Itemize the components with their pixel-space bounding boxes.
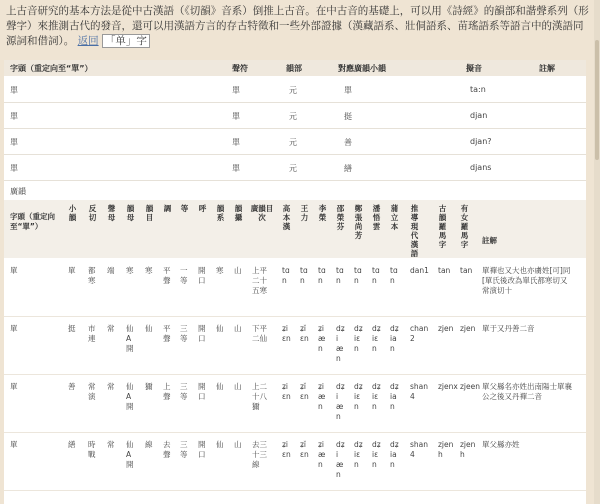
t2-col-modern: 推導現代漢語 xyxy=(410,204,419,258)
t1-col-head: 字頭（重定向至“單”） xyxy=(10,64,93,73)
table-row xyxy=(4,318,586,375)
t1-cell: djan xyxy=(470,111,488,120)
t2-cell: ʑiɛn xyxy=(282,440,291,459)
t1-cell: 單 xyxy=(10,164,18,173)
t2-col-she: 韻攝 xyxy=(234,204,243,222)
t2-cell: ʑiæn xyxy=(318,440,326,469)
t2-cell: zjenx xyxy=(438,382,458,391)
t1-cell: 元 xyxy=(289,164,297,173)
t2-cell: 寒 xyxy=(145,266,153,275)
t2-cell: 單 xyxy=(10,382,18,391)
t2-cell: chan2 xyxy=(410,324,429,343)
t1-cell: 元 xyxy=(289,86,297,95)
t2-cell: 時戰 xyxy=(88,440,96,459)
back-link[interactable]: 返回 xyxy=(77,35,99,47)
t1-cell: 元 xyxy=(289,112,297,121)
table-row xyxy=(4,260,586,317)
t1-col-gy: 對應廣韻小韻 xyxy=(338,64,386,73)
t1-cell: 單 xyxy=(344,86,352,95)
t2-col-fanqie: 反切 xyxy=(88,204,97,222)
t1-col-recon: 擬音 xyxy=(466,64,482,73)
table-caption: 廣韻 xyxy=(10,187,26,196)
t2-cell: ʑĭɛn xyxy=(300,382,309,401)
t2-cell: zjenh xyxy=(460,440,476,459)
t2-cell: 去聲 xyxy=(163,440,171,459)
t2-cell: 一等 xyxy=(180,266,188,285)
t2-cell: dʑian xyxy=(390,382,399,411)
t2-col-final: 韻母 xyxy=(126,204,135,222)
t2-col-lirong: 李榮 xyxy=(318,204,327,222)
t2-col-pulleyblank: 蒲立本 xyxy=(390,204,399,231)
t2-cell: 仙 xyxy=(145,324,153,333)
t2-col-karlgren: 高本漢 xyxy=(282,204,291,231)
t2-cell: 單 xyxy=(10,266,18,275)
t2-cell: 山 xyxy=(234,382,242,391)
table-row xyxy=(4,434,586,491)
t2-cell: shan4 xyxy=(410,440,429,459)
t2-cell: 開口 xyxy=(198,266,206,285)
t2-col-unt: 有女羅馬字 xyxy=(460,204,469,249)
t1-cell: djan? xyxy=(470,137,492,146)
t2-cell: zjeen xyxy=(460,382,481,391)
t2-cell: dʑian xyxy=(390,324,399,353)
t1-cell: 單 xyxy=(232,164,240,173)
t2-col-rhyme: 韻目 xyxy=(145,204,154,222)
t2-col-wangli: 王力 xyxy=(300,204,309,222)
t2-cell: tɑn xyxy=(336,266,344,285)
t1-col-rhyme: 韻部 xyxy=(286,64,302,73)
t2-cell: 仙 xyxy=(216,324,224,333)
t2-cell: 獮 xyxy=(145,382,153,391)
t2-cell: 單禪也又大也亦虜姓[可]同[單氏後改為單氏都寒切又常演切十 xyxy=(482,266,571,295)
t2-cell: 三等 xyxy=(180,382,188,401)
scrollbar-thumb[interactable] xyxy=(595,40,599,160)
t2-cell: 寒 xyxy=(126,266,134,275)
t2-col-initial: 聲母 xyxy=(107,204,116,222)
intro-text: 上古音研究的基本方法是從中古漢語（《切韻》音系）倒推上古音。在中古音的基礎上，可以用《詩經》的韻部和諧聲系列（形聲字）來推測古代的發音，還可以用漢語方言的存古特徵和一些外部證據（漢藏語系、壯侗語系、苗瑤語系等語言中的漢語同源詞和借詞）。 xyxy=(6,5,589,47)
t2-cell: 仙A開 xyxy=(126,324,134,353)
t2-cell: ʑĭɛn xyxy=(300,324,309,343)
t2-col-head: 字頭（重定向至“單”） xyxy=(10,212,55,231)
t1-cell: 單 xyxy=(10,86,18,95)
t2-cell: 山 xyxy=(234,266,242,275)
t1-cell: 元 xyxy=(289,138,297,147)
t2-cell: zjen xyxy=(438,324,454,333)
guangyun-table xyxy=(4,184,586,504)
t2-cell: dʑiɛn xyxy=(372,440,381,469)
t1-col-note: 註解 xyxy=(539,64,555,73)
t2-col-grade: 等 xyxy=(180,204,189,213)
t2-cell: ʑiɛn xyxy=(282,382,291,401)
t2-cell: ʑiɛn xyxy=(282,324,291,343)
t2-cell: ʑĭɛn xyxy=(300,440,309,459)
table-row xyxy=(4,156,586,181)
t2-cell: dʑiɛn xyxy=(354,324,363,353)
t2-cell: tɑn xyxy=(390,266,398,285)
t2-cell: 挺 xyxy=(68,324,76,333)
t1-cell: 單 xyxy=(232,112,240,121)
t2-cell: 仙A開 xyxy=(126,440,134,469)
t2-cell: 平聲 xyxy=(163,324,171,343)
t2-cell: 善 xyxy=(68,382,76,391)
t2-cell: 單父縣名亦姓出南陽士單襄公之後又丹禪二音 xyxy=(482,382,572,401)
t2-cell: 上二十八獮 xyxy=(252,382,267,411)
t2-col-xiaoyun: 小韻 xyxy=(68,204,77,222)
t1-cell: 挺 xyxy=(344,112,352,121)
t2-cell: 開口 xyxy=(198,382,206,401)
t2-cell: 開口 xyxy=(198,324,206,343)
t2-cell: 三等 xyxy=(180,324,188,343)
t2-cell: 單 xyxy=(10,324,18,333)
t2-cell: 都寒 xyxy=(88,266,96,285)
t2-cell: 山 xyxy=(234,324,242,333)
table-row xyxy=(4,130,586,155)
t2-cell: 常 xyxy=(107,440,115,449)
t1-cell: 善 xyxy=(344,138,352,147)
t2-cell: 三等 xyxy=(180,440,188,459)
t2-cell: tan xyxy=(438,266,451,275)
t2-cell: 單 xyxy=(68,266,76,275)
char-link[interactable]: 「单」字 xyxy=(102,34,150,48)
t2-cell: dan1 xyxy=(410,266,429,275)
t2-col-zhengzhang: 鄭張尚芳 xyxy=(354,204,363,240)
t2-cell: 開口 xyxy=(198,440,206,459)
t2-cell: 平聲 xyxy=(163,266,171,285)
t1-cell: ta:n xyxy=(470,85,486,94)
t2-cell: 繕 xyxy=(68,440,76,449)
t2-cell: tɑn xyxy=(318,266,326,285)
t1-cell: 單 xyxy=(10,112,18,121)
table-row xyxy=(4,376,586,433)
table2-header-row xyxy=(4,200,586,258)
t2-cell: 去三十三線 xyxy=(252,440,267,469)
t2-cell: 常 xyxy=(107,324,115,333)
t2-cell: dʑiæn xyxy=(336,382,345,421)
t2-cell: 常演 xyxy=(88,382,96,401)
t1-cell: 單 xyxy=(232,86,240,95)
t2-cell: dʑiæn xyxy=(336,324,345,363)
t1-cell: 單 xyxy=(10,138,18,147)
t2-cell: tɑn xyxy=(282,266,290,285)
t2-cell: 仙A開 xyxy=(126,382,134,411)
t2-cell: 寒 xyxy=(216,266,224,275)
table-row xyxy=(4,104,586,129)
table-row xyxy=(4,78,586,103)
t1-col-phonetic: 聲符 xyxy=(232,64,248,73)
t2-cell: tɑn xyxy=(372,266,380,285)
intro-paragraph xyxy=(6,4,590,49)
t2-cell: dʑiɛn xyxy=(372,324,381,353)
t2-cell: ʑiæn xyxy=(318,382,326,411)
old-chinese-table xyxy=(4,60,586,184)
t2-cell: dʑiɛn xyxy=(354,440,363,469)
t2-col-note: 註解 xyxy=(482,236,497,245)
t2-cell: 上平二十五寒 xyxy=(252,266,267,295)
t2-col-hu: 呼 xyxy=(198,204,207,213)
t2-cell: 下平二仙 xyxy=(252,324,267,343)
t2-cell: 仙 xyxy=(216,382,224,391)
table1-header-row xyxy=(4,60,586,76)
t2-cell: zjenh xyxy=(438,440,454,459)
t2-cell: shan4 xyxy=(410,382,429,401)
t2-cell: 上聲 xyxy=(163,382,171,401)
t2-col-pan: 潘悟雲 xyxy=(372,204,381,231)
t2-cell: 單于又丹善二音 xyxy=(482,324,535,333)
t2-cell: 單父縣亦姓 xyxy=(482,440,520,449)
t2-cell: tɑn xyxy=(300,266,308,285)
t2-col-rhymegroup: 韻系 xyxy=(216,204,225,222)
t2-cell: ʑiæn xyxy=(318,324,326,353)
t2-cell: 常 xyxy=(107,382,115,391)
t2-cell: 端 xyxy=(107,266,115,275)
t2-cell: 線 xyxy=(145,440,153,449)
t2-col-shao: 邵榮芬 xyxy=(336,204,345,231)
t2-cell: 單 xyxy=(10,440,18,449)
t2-col-kuxyun: 古韻羅馬字 xyxy=(438,204,447,249)
t1-cell: 繕 xyxy=(344,164,352,173)
t1-cell: 單 xyxy=(232,138,240,147)
t2-cell: tan xyxy=(460,266,473,275)
t2-cell: 市連 xyxy=(88,324,96,343)
t2-cell: 仙 xyxy=(216,440,224,449)
scrollbar[interactable] xyxy=(594,0,600,504)
t2-cell: zjen xyxy=(460,324,476,333)
t2-col-order: 廣韻目次 xyxy=(250,204,274,222)
t2-cell: dʑiæn xyxy=(336,440,345,479)
t2-cell: dʑiɛn xyxy=(354,382,363,411)
t2-col-tone: 調 xyxy=(163,204,172,213)
t2-cell: tɑn xyxy=(354,266,362,285)
t1-cell: djans xyxy=(470,163,492,172)
t2-cell: dʑiɛn xyxy=(372,382,381,411)
t2-cell: dʑian xyxy=(390,440,399,469)
t2-cell: 山 xyxy=(234,440,242,449)
